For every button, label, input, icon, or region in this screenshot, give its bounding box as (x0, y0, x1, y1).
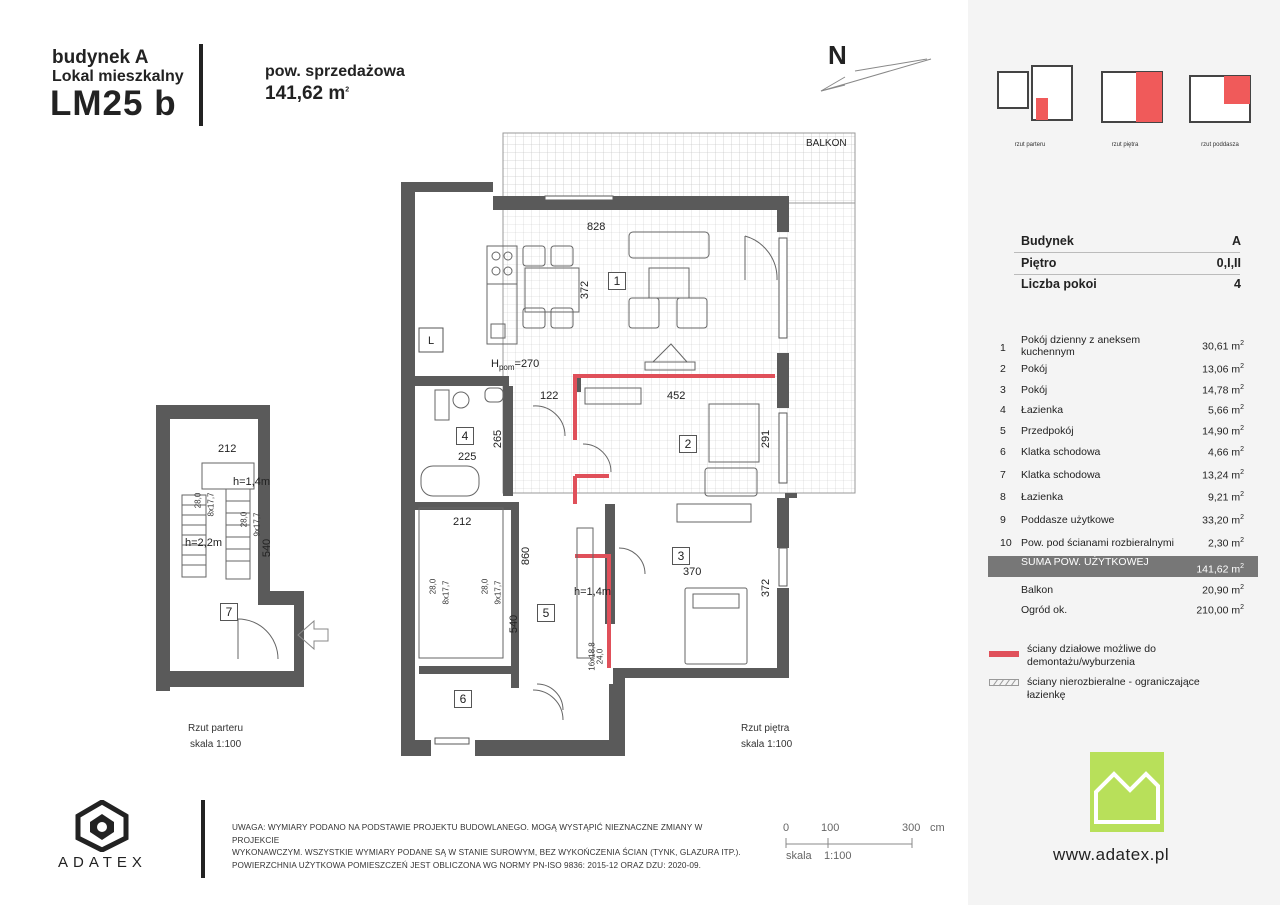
room-row: 4 Łazienka 5,66 $m^2$ (1000, 404, 1244, 417)
room-row: 2 Pokój 13,06 $m^2$ (1000, 363, 1244, 376)
header-divider (199, 44, 203, 126)
ground-scale: skala 1:100 (190, 739, 242, 750)
unit-type: Lokal mieszkalny (52, 68, 184, 85)
room-number-4: 4 (456, 427, 474, 445)
legend-red-swatch (989, 651, 1019, 657)
note-line-3: POWIERZCHNIA UŻYTKOWA POMIESZCZEŃ JEST OBLICZONA WG NORMY PN-ISO 9836: 2015-12 ORAZ DZU: 2020-09. (232, 860, 702, 870)
scale-ratio: 1:100 (824, 850, 852, 862)
floor-thumbnails (990, 60, 1260, 140)
north-label: N (828, 40, 847, 70)
room-row: 10 Pow. pod ścianami rozbieralnymi 2,30 $m^2$ (1000, 537, 1244, 550)
height-22: h=2,2m (185, 537, 222, 549)
balcony-row: Balkon 20,90 $m^2$ (1021, 584, 1244, 597)
balcony-label: BALKON (806, 138, 847, 149)
stairs-4b: 9x17,7 (493, 580, 503, 605)
legend-hatch-swatch (989, 679, 1019, 687)
stairs-1b: 8x17,7 (206, 492, 216, 517)
ground-caption: Rzut parteru (188, 723, 244, 734)
height-label: $H_{pom}=270$ (491, 358, 540, 373)
info-divider (1014, 252, 1240, 253)
adatex-house-logo-icon (1090, 752, 1164, 832)
stairs-5a: 16x18,8 (587, 642, 597, 671)
logo-name: ADATEX (58, 854, 147, 871)
adatex-logo-icon (72, 800, 132, 852)
dim-212-a: 212 (453, 516, 472, 528)
legend-hatch-text: ściany nierozbieralne - ograniczające łazienkę (1027, 676, 1200, 701)
room-row: 9 Poddasze użytkowe 33,20 $m^2$ (1000, 514, 1244, 527)
info-divider (1014, 274, 1240, 275)
room-row: 1 Pokój dzienny z aneksem kuchennym 30,61 $m^2$ (1000, 334, 1244, 358)
dim-372-b: 372 (760, 578, 773, 598)
dim-860: 860 (520, 546, 533, 566)
room-number-2: 2 (679, 435, 697, 453)
thumb-attic-caption: rzut poddasza (1201, 142, 1239, 148)
dim-540-b: 540 (261, 538, 274, 558)
stairs-2b: 9x17,7 (252, 512, 262, 537)
dim-225: 225 (458, 451, 477, 463)
room-row: 8 Łazienka 9,21 $m^2$ (1000, 491, 1244, 504)
north-arrow-icon (815, 55, 935, 95)
dim-372-a: 372 (579, 280, 592, 300)
thumb-ground-caption: rzut parteru (1014, 142, 1046, 148)
room-number-1: 1 (608, 272, 626, 290)
floor-plan-ground (150, 405, 330, 695)
area-value: 141,62 $m^2$ (265, 83, 350, 104)
dim-452: 452 (667, 390, 686, 402)
floor-scale: skala 1:100 (741, 739, 793, 750)
floor-caption: Rzut piętra (741, 723, 790, 734)
scale-unit: cm (930, 822, 945, 834)
room-row: 3 Pokój 14,78 $m^2$ (1000, 384, 1244, 397)
info-building: Budynek A (1021, 234, 1241, 248)
room-row: 7 Klatka schodowa 13,24 $m^2$ (1000, 469, 1244, 482)
room-number-5: 5 (537, 604, 555, 622)
footer-divider (201, 800, 205, 878)
info-floor: Piętro 0,I,II (1021, 256, 1241, 270)
scale-tick-100: 100 (821, 822, 840, 834)
dim-291: 291 (760, 429, 773, 449)
room-number-3: 3 (672, 547, 690, 565)
dim-122: 122 (540, 390, 559, 402)
scale-tick-300: 300 (902, 822, 921, 834)
sum-row: SUMA POW. UŻYTKOWEJ 141,62 $m^2$ (988, 556, 1258, 577)
legend-red-text: ściany działowe możliwe do demontażu/wyburzenia (1027, 643, 1156, 668)
info-rooms: Liczba pokoi 4 (1021, 277, 1241, 291)
dim-828: 828 (587, 221, 606, 233)
stairs-3a: 28,0 (428, 578, 438, 595)
label-L: L (428, 335, 435, 347)
stairs-3b: 8x17,7 (441, 580, 451, 605)
room-number-6: 6 (454, 690, 472, 708)
thumb-floor-caption: rzut piętra (1111, 142, 1139, 148)
building-name: budynek A (52, 47, 149, 68)
room-row: 5 Przedpokój 14,90 $m^2$ (1000, 425, 1244, 438)
scale-tick-0: 0 (783, 822, 790, 834)
stairs-1a: 28,0 (193, 492, 203, 509)
stairs-4a: 28,0 (480, 578, 490, 595)
scale-label: skala (786, 850, 812, 862)
website-url[interactable]: www.adatex.pl (1053, 845, 1170, 864)
stairs-5b: 24,0 (595, 648, 605, 665)
height-14-b: h=1,4m (233, 476, 270, 488)
scale-bar (784, 836, 924, 850)
note-line-2: WYKONAWCZYM. WSZYSTKIE WYMIARY PODANE SĄ W STANIE SUROWYM, BEZ WYKOŃCZENIA ŚCIAN (TYNK, GLAZURA ITP.). (232, 848, 741, 857)
room-number-7: 7 (220, 603, 238, 621)
unit-code: LM25 b (50, 84, 177, 123)
garden-row: Ogród ok. 210,00 $m^2$ (1021, 604, 1244, 617)
room-row: 6 Klatka schodowa 4,66 $m^2$ (1000, 446, 1244, 459)
disclaimer-notes (232, 822, 752, 872)
note-line-1: UWAGA: WYMIARY PODANO NA PODSTAWIE PROJEKTU BUDOWLANEGO. MOGĄ WYSTĄPIĆ NIEZNACZNE ZMIANY W PROJEKCIE (232, 823, 703, 845)
dim-370: 370 (683, 566, 702, 578)
stairs-2a: 28,0 (239, 511, 249, 528)
area-label: pow. sprzedażowa (265, 63, 405, 80)
dim-540-a: 540 (508, 614, 521, 634)
dim-212-b: 212 (218, 443, 237, 455)
height-14-a: h=1,4m (574, 586, 611, 598)
dim-265: 265 (492, 429, 505, 449)
